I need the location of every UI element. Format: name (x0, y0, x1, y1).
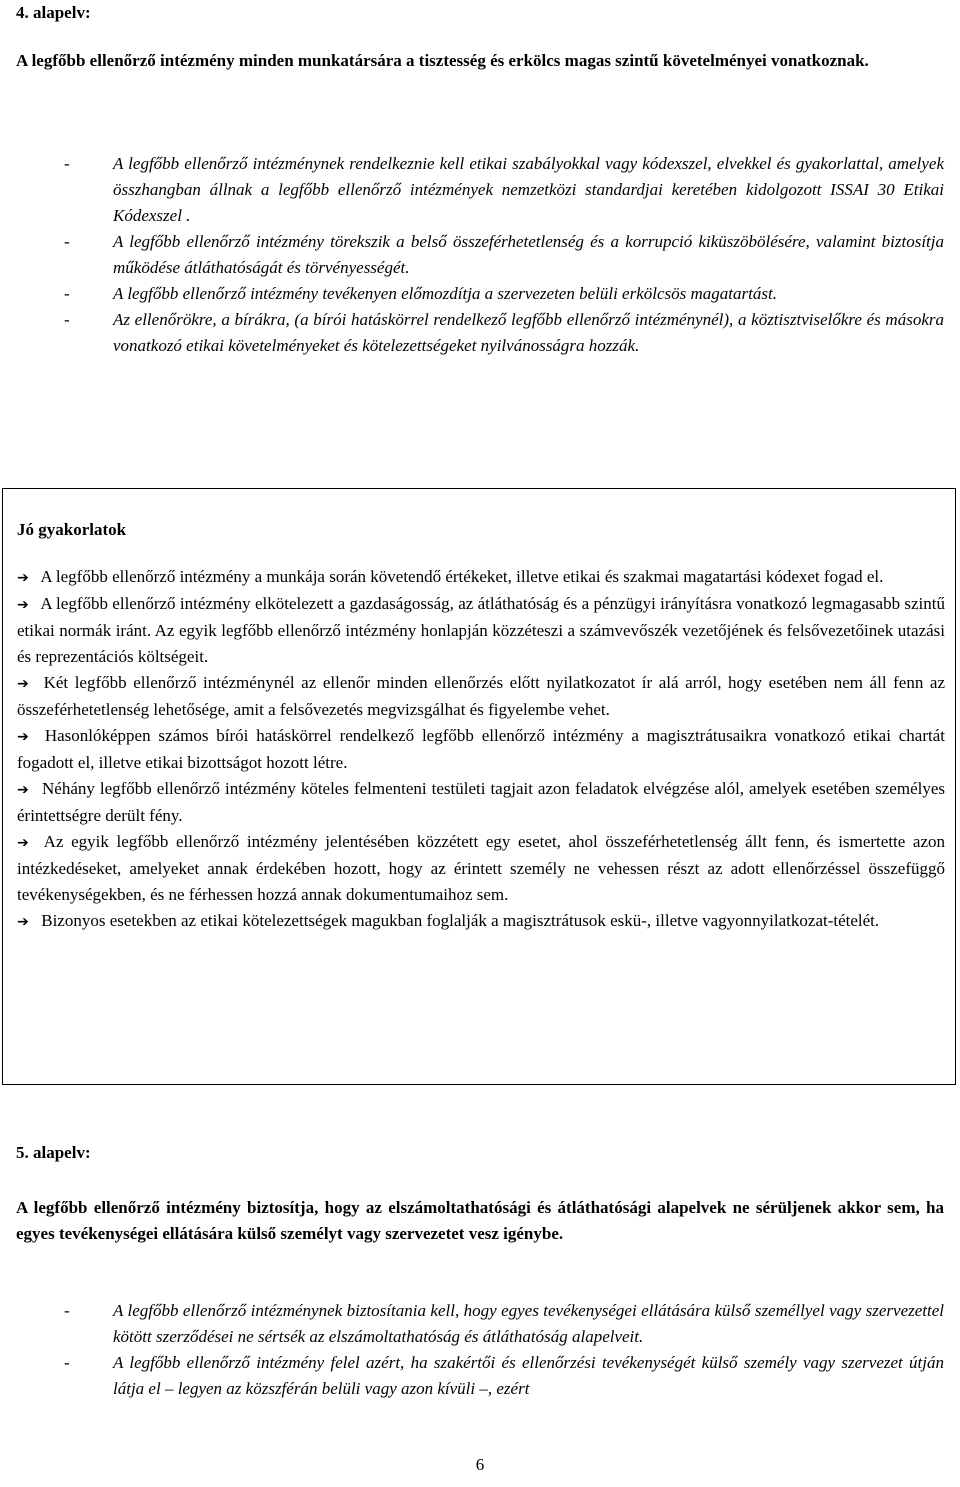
arrow-right-icon: ➔ (17, 597, 29, 613)
section-4-list (16, 151, 944, 359)
arrow-right-icon: ➔ (17, 570, 29, 586)
arrow-right-icon: ➔ (17, 729, 29, 745)
list-item: - A legfőbb ellenőrző intézménynek rendelkeznie kell etikai szabályokkal vagy kódexszel, elvekkel és gyakorlattal, amelyek összhangban állnak a legfőbb ellenőrző intézmények nemzetközi standardjai keretében kidolgozott ISSAI 30 Etikai Kódexszel . (64, 154, 944, 225)
section-4-heading: 4. alapelv: (16, 3, 91, 22)
good-practices-title: Jó gyakorlatok (17, 520, 127, 539)
arrow-right-icon: ➔ (17, 676, 29, 692)
section-5-list (16, 1298, 944, 1402)
list-item: ➔ Hasonlóképpen számos bírói hatáskörrel rendelkező legfőbb ellenőrző intézmény a magisztrátusaikra vonatkozó etikai chartát fogadott el, illetve etikai bizottságot hozott létre. (17, 726, 945, 772)
list-item: ➔ A legfőbb ellenőrző intézmény a munkája során követendő értékeket, illetve etikai és szakmai magatartási kódexet fogad el. (17, 564, 945, 591)
arrow-right-icon: ➔ (17, 914, 29, 930)
list-item: ➔ Bizonyos esetekben az etikai kötelezettségek magukban foglalják a magisztrátusok eskü-, illetve vagyonnyilatkozat-tételét. (17, 908, 945, 935)
list-item: - A legfőbb ellenőrző intézmény törekszik a belső összeférhetetlenség és a korrupció kiküszöbölésére, valamint biztosítja működése átláthatóságát és törvényességét. (64, 232, 944, 277)
list-item: - A legfőbb ellenőrző intézmény felel azért, ha szakértői és ellenőrzési tevékenységét külső személy vagy szervezet útján látja el – legyen az közszférán belüli vagy azon kívüli –, ezért (64, 1353, 944, 1398)
list-item: - A legfőbb ellenőrző intézmény tevékenyen előmozdítja a szervezeten belüli erkölcsös magatartást. (64, 284, 777, 303)
list-item: ➔ Az egyik legfőbb ellenőrző intézmény jelentésében közzétett egy esetet, ahol összeférhetetlenség állt fenn, és ismertette azon intézkedéseket, amelyeket annak érdekében hozott, hogy az érintett személy ne vehessen részt az adott ellenőrzéssel összefüggő tevékenységekben, és ne férhessen hozzá annak dokumentumaihoz sem. (17, 832, 945, 904)
arrow-right-icon: ➔ (17, 782, 29, 798)
good-practices-list (17, 564, 945, 935)
section-4-principle: A legfőbb ellenőrző intézmény minden munkatársára a tisztesség és erkölcs magas szintű követelményei vonatkoznak. (16, 51, 869, 70)
section-5-heading: 5. alapelv: (16, 1143, 91, 1162)
list-item: ➔ Néhány legfőbb ellenőrző intézmény köteles felmenteni testületi tagjait azon feladatok elvégzése alól, amelyek esetében személyes érintettségre derült fény. (17, 779, 945, 825)
section-5-principle: A legfőbb ellenőrző intézmény biztosítja, hogy az elszámoltathatósági és átláthatósági alapelvek ne sérüljenek akkor sem, ha egyes tevékenységei ellátására külső személyt vagy szervezetet vesz igénybe. (16, 1198, 944, 1243)
good-practices-box (2, 488, 956, 1085)
list-item: - Az ellenőrökre, a bírákra, (a bírói hatáskörrel rendelkező legfőbb ellenőrző intézménynél), a köztisztviselőkre és másokra vonatkozó etikai követelményeket és kötelezettségeket nyilvánosságra hozzák. (64, 310, 944, 355)
arrow-right-icon: ➔ (17, 835, 29, 851)
list-item: - A legfőbb ellenőrző intézménynek biztosítania kell, hogy egyes tevékenységei ellátására külső személlyel vagy szervezettel kötött szerződései ne sértsék az elszámoltathatóság és átláthatóság alapelveit. (64, 1301, 944, 1346)
page-number: 6 (475, 1455, 485, 1474)
list-item: ➔ Két legfőbb ellenőrző intézménynél az ellenőr minden ellenőrzés előtt nyilatkozatot ír alá arról, hogy esetében nem áll fenn az összeférhetetlenség lehetősége, amit a felsővezetés megvizsgálhat és figyelembe vehet. (17, 673, 946, 719)
list-item: ➔ A legfőbb ellenőrző intézmény elkötelezett a gazdaságosság, az átláthatóság és a pénzügyi irányításra vonatkozó legmagasabb szintű etikai normák iránt. Az egyik legfőbb ellenőrző intézmény honlapján közzéteszi a számvevőszék vezetőjének és felsővezetőinek utazási és reprezentációs költségeit. (17, 594, 945, 666)
